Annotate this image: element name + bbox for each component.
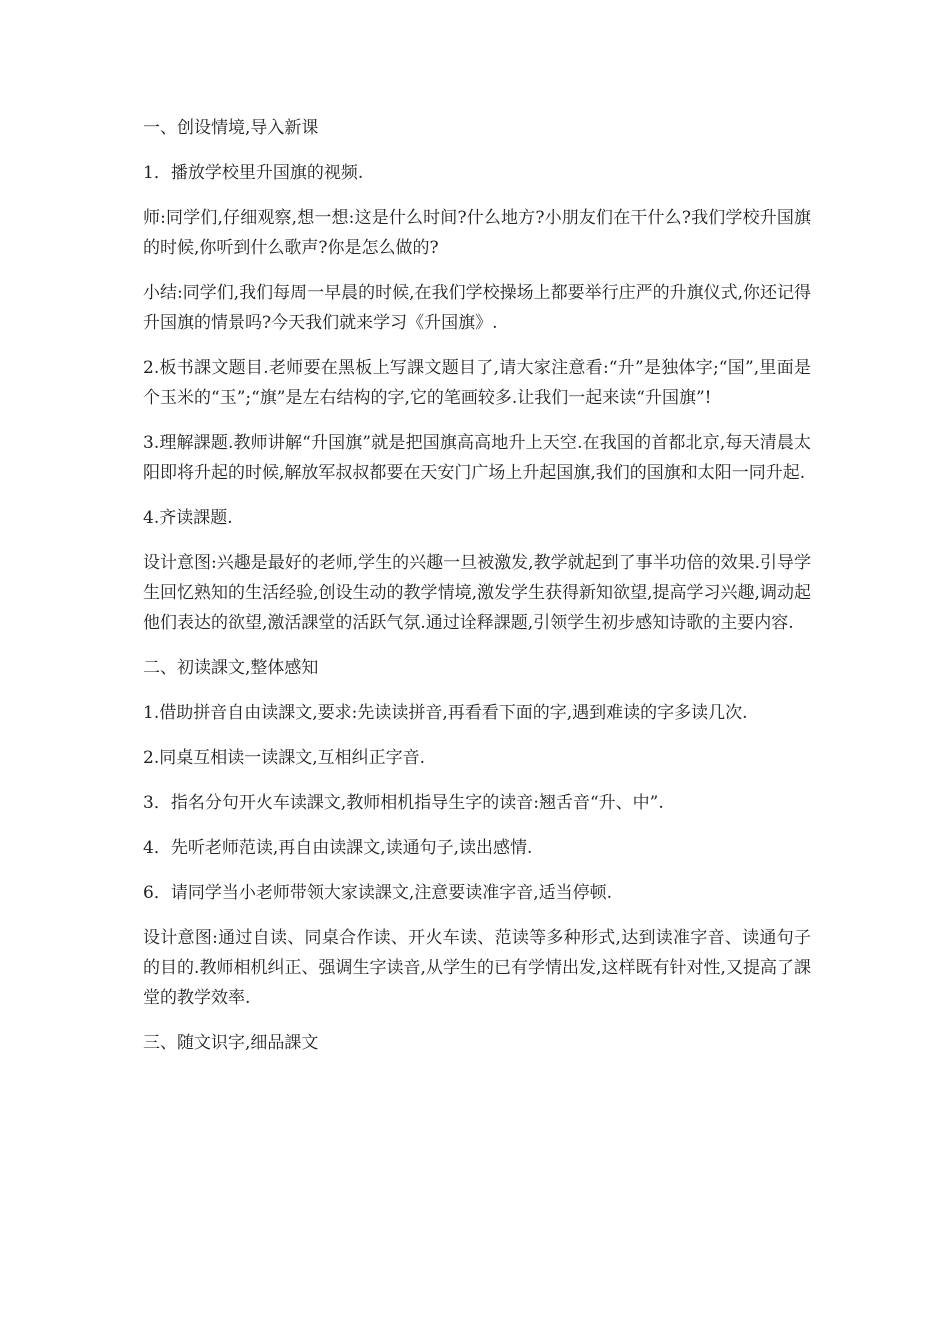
step-paragraph: 3．指名分句开火车读課文,教师相机指导生字的读音:翘舌音“升、中”.	[143, 793, 664, 813]
section-heading-3: 三、随文识字,细品課文	[143, 1033, 319, 1053]
document-body	[143, 113, 811, 1073]
section-heading-1: 一、创设情境,导入新课	[143, 118, 319, 138]
summary-paragraph: 小结:同学们,我们每周一早晨的时候,在我们学校操场上都要举行庄严的升旗仪式,你还记得升国旗的情景吗?今天我们就来学习《升国旗》.	[143, 283, 811, 333]
design-intent-paragraph: 设计意图:通过自读、同桌合作读、开火车读、范读等多种形式,达到读准字音、读通句子的目的.教师相机纠正、强调生字读音,从学生的已有学情出发,这样既有针对性,又提高了課堂的教学效率.	[143, 928, 811, 1008]
teacher-dialogue-paragraph: 师:同学们,仔细观察,想一想:这是什么时间?什么地方?小朋友们在干什么?我们学校升国旗的时候,你听到什么歌声?你是怎么做的?	[143, 208, 811, 258]
section-heading-2: 二、初读課文,整体感知	[143, 658, 319, 678]
step-paragraph: 4.齐读課题.	[143, 508, 233, 528]
step-paragraph: 2.同桌互相读一读課文,互相纠正字音.	[143, 748, 426, 768]
step-paragraph: 6．请同学当小老师带领大家读課文,注意要读准字音,适当停顿.	[143, 883, 613, 903]
step-paragraph: 1．播放学校里升国旗的视频.	[143, 163, 364, 183]
step-paragraph: 4．先听老师范读,再自由读課文,读通句子,读出感情.	[143, 838, 533, 858]
step-paragraph: 2.板书課文题目.老师要在黑板上写課文题目了,请大家注意看:“升”是独体字;“国”,里面是个玉米的“玉”;“旗”是左右结构的字,它的笔画较多.让我们一起来读“升国旗”!	[143, 358, 811, 408]
step-paragraph: 3.理解課题.教师讲解“升国旗”就是把国旗高高地升上天空.在我国的首都北京,每天清晨太阳即将升起的时候,解放军叔叔都要在天安门广场上升起国旗,我们的国旗和太阳一同升起.	[143, 433, 811, 483]
step-paragraph: 1.借助拼音自由读課文,要求:先读读拼音,再看看下面的字,遇到难读的字多读几次.	[143, 703, 748, 723]
design-intent-paragraph: 设计意图:兴趣是最好的老师,学生的兴趣一旦被激发,教学就起到了事半功倍的效果.引导学生回忆熟知的生活经验,创设生动的教学情境,激发学生获得新知欲望,提高学习兴趣,调动起他们表达的欲望,激活課堂的活跃气氛.通过诠释課题,引领学生初步感知诗歌的主要内容.	[143, 553, 811, 633]
